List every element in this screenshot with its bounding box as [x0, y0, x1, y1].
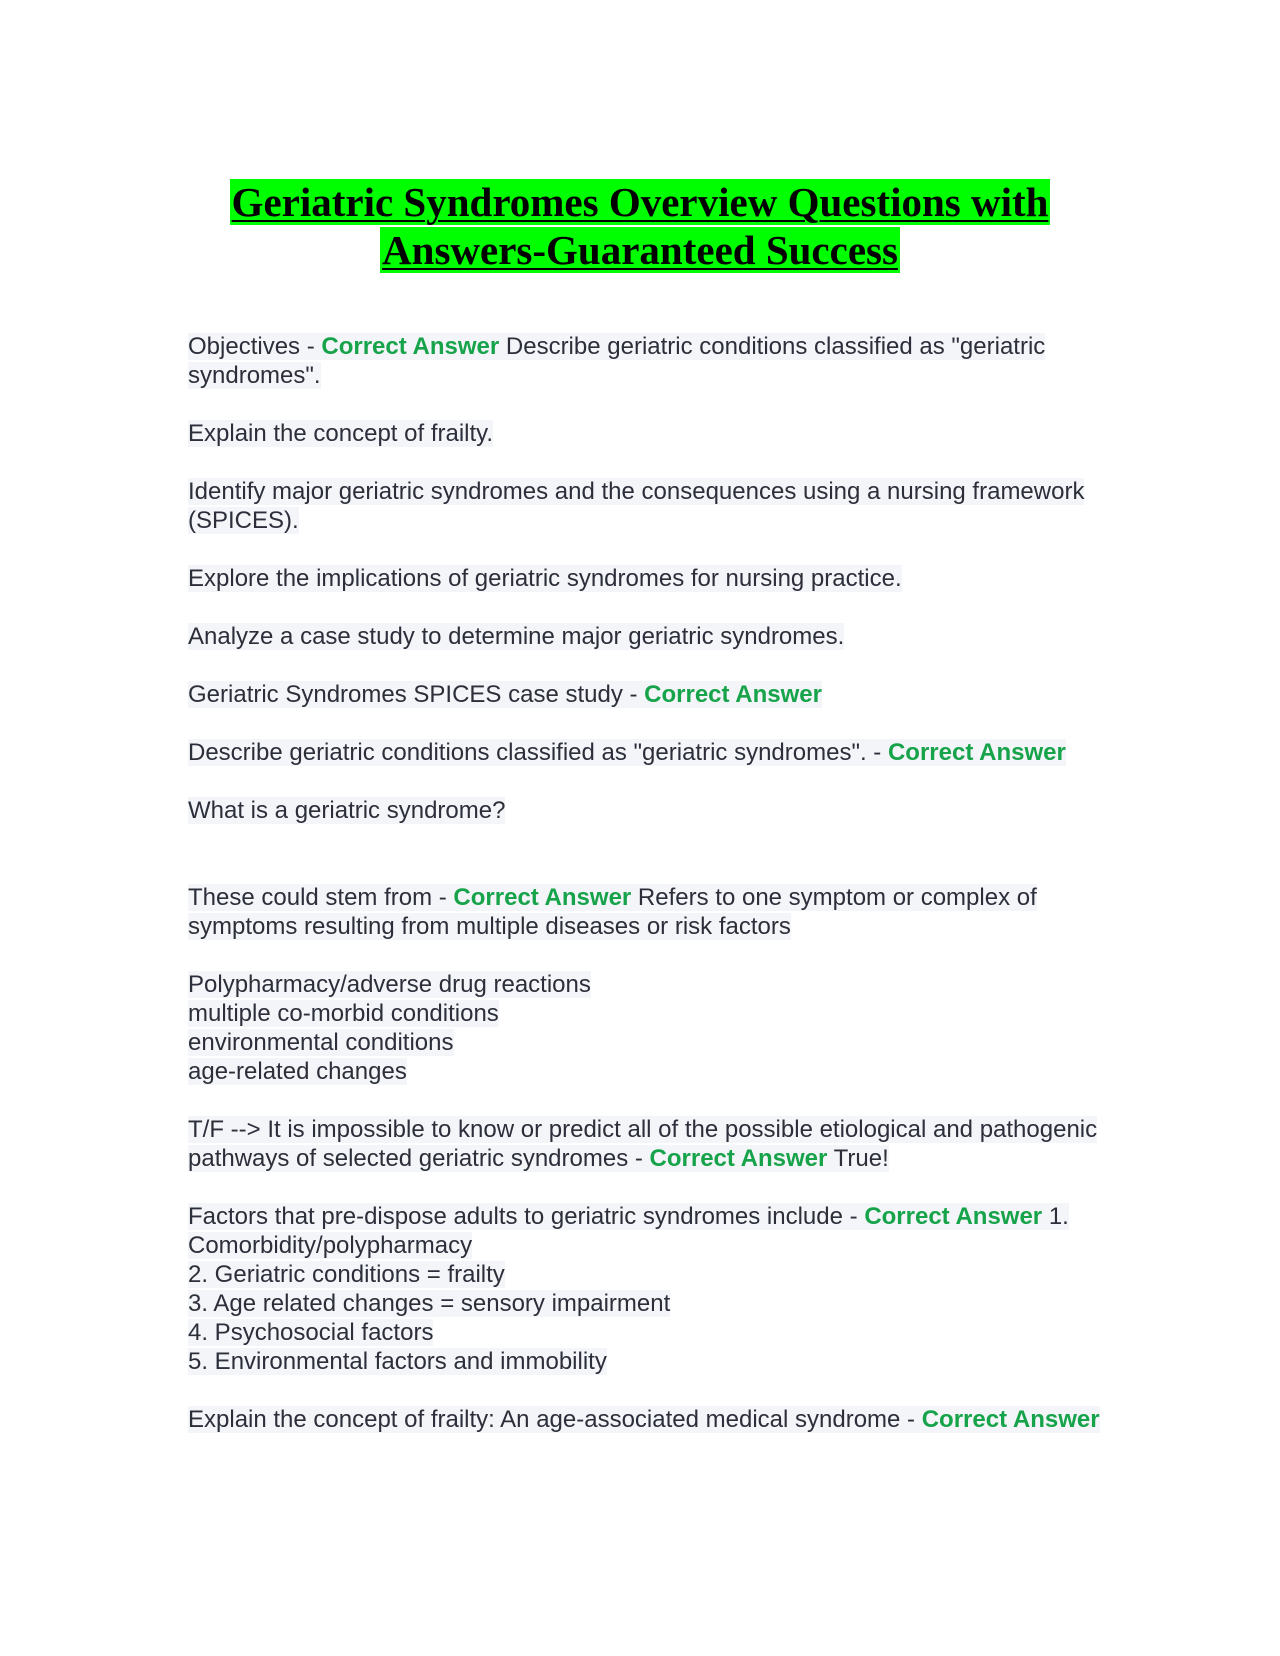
qa-item-objectives [188, 332, 1128, 390]
list-item: Polypharmacy/adverse drug reactions [188, 971, 591, 998]
qa-item-predisposing-factors [188, 1202, 1128, 1376]
question-text: These could stem from - [188, 884, 454, 911]
document-title [0, 178, 1280, 274]
correct-answer-label: Correct Answer [864, 1203, 1043, 1230]
question-text: Objectives - [188, 333, 322, 360]
correct-answer-label: Correct Answer [321, 333, 500, 360]
question-text: Factors that pre-dispose adults to geriatric syndromes include - [188, 1203, 865, 1230]
correct-answer-label: Correct Answer [921, 1406, 1100, 1433]
question-text: Explain the concept of frailty: An age-associated medical syndrome - [188, 1406, 922, 1433]
answer-text: True! [827, 1145, 889, 1172]
qa-item-spices-case-study [188, 680, 1128, 709]
qa-item-stem-from [188, 883, 1128, 941]
question-text: Geriatric Syndromes SPICES case study - [188, 681, 645, 708]
qa-item-frailty-concept [188, 1405, 1128, 1434]
list-causes [188, 970, 1128, 1086]
objective-spices: Identify major geriatric syndromes and the consequences using a nursing framework (SPICES). [188, 478, 1085, 534]
list-item: multiple co-morbid conditions [188, 1000, 499, 1027]
objective-case-study: Analyze a case study to determine major geriatric syndromes. [188, 623, 845, 650]
list-item: environmental conditions [188, 1029, 454, 1056]
title-line-2: Answers-Guaranteed Success [382, 227, 898, 273]
list-item: 5. Environmental factors and immobility [188, 1348, 607, 1375]
question-text: Describe geriatric conditions classified as "geriatric syndromes". - [188, 739, 888, 766]
qa-item-true-false [188, 1115, 1128, 1173]
answer-text: Refers to one symptom or complex of symptoms resulting from multiple diseases or risk factors [188, 884, 1037, 940]
list-item: age-related changes [188, 1058, 407, 1085]
correct-answer-label: Correct Answer [453, 884, 632, 911]
title-line-1: Geriatric Syndromes Overview Questions with [231, 179, 1049, 225]
question-what-is-syndrome: What is a geriatric syndrome? [188, 797, 506, 824]
list-item: 4. Psychosocial factors [188, 1319, 434, 1346]
qa-item-describe-conditions [188, 738, 1128, 767]
objective-frailty: Explain the concept of frailty. [188, 420, 494, 447]
question-text: T/F --> It is impossible to know or predict all of the possible etiological and pathogenic pathways of selected geriatric syndromes - [188, 1116, 1098, 1172]
list-item: 2. Geriatric conditions = frailty [188, 1261, 505, 1288]
correct-answer-label: Correct Answer [644, 681, 822, 708]
objective-implications: Explore the implications of geriatric syndromes for nursing practice. [188, 565, 902, 592]
qa-content [188, 332, 1128, 1463]
correct-answer-label: Correct Answer [887, 739, 1066, 766]
list-item: 3. Age related changes = sensory impairment [188, 1290, 671, 1317]
answer-text: Describe geriatric conditions classified as "geriatric syndromes". [188, 333, 1046, 389]
answer-text: 1. Comorbidity/polypharmacy [188, 1203, 1069, 1259]
correct-answer-label: Correct Answer [649, 1145, 828, 1172]
